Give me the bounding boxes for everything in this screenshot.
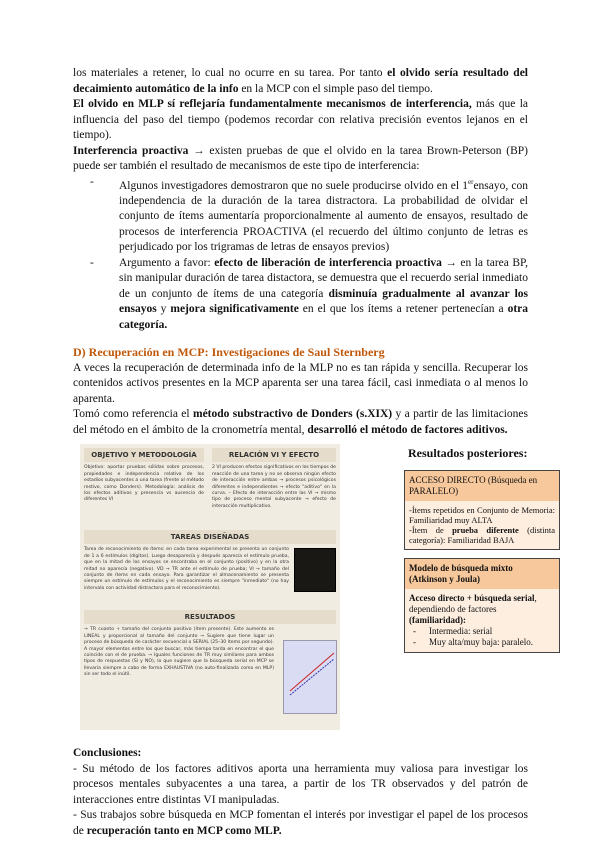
- section-text: Tarea de reconocimiento de ítems: en cada tarea experimental se presenta un conjunto de 1 a 6 estímulos (dígitos). Luego desaparecía y después aparecía el estímulo prueba, que en la mitad de los ensayos se encontraba en el conjunto (positivo) y en la otra mitad no aparecía (negativo). VD → TR ante el estímulo de prueba; VI → tamaño del conjunto de ítems en cada ensayo. Para garantizar el almacenamiento se presenta siempre un estímulo de estímulos y el reconocimiento es siempre "inmediato" (no hay intervalo con actividad distractora para el reconocimiento).: [84, 547, 289, 591]
- list-item: [409, 626, 555, 637]
- results-title: Resultados posteriores:: [408, 446, 528, 461]
- later-results-column: [404, 446, 560, 653]
- direct-access-box: [404, 470, 560, 550]
- sternberg-infographic: [80, 444, 340, 730]
- conclusion-item: [73, 808, 528, 839]
- paragraph-donders: [73, 407, 528, 438]
- superscript: er: [467, 177, 474, 186]
- bold-text: otra categoría.: [119, 303, 529, 331]
- box-title: Modelo de búsqueda mixto: [409, 562, 513, 573]
- text: - Sus trabajos sobre búsqueda en MCP fomentan el interés por investigar el papel de los procesos de: [73, 809, 528, 837]
- bullet-item: [73, 256, 528, 334]
- box-subtitle: (Atkinson y Joula): [409, 573, 481, 584]
- text: -Ítem de: [409, 524, 453, 535]
- bold-text: Interferencia proactiva: [73, 144, 189, 157]
- box-header: [405, 559, 559, 589]
- text: ensayo, con independencia de la duración de la tarea distractora. La probabilidad de olvidar el conjunto de ítems aumentaría proporcionalmente al aumento de ensayos, resultado de procesos de interferencia PROACTIVA (el recuerdo del último conjunto de letras es perjudicado por los trigramas de letras de ensayos previos): [119, 179, 529, 254]
- bold-text: Acceso directo + búsqueda serial: [409, 592, 535, 603]
- paragraph-proactive: [73, 144, 528, 175]
- objective-section: [84, 448, 204, 503]
- bold-text: desarrolló el método de factores aditivos.: [307, 423, 508, 436]
- text: y: [156, 303, 171, 316]
- text: , dependiendo de factores: [409, 592, 537, 614]
- section-title: TAREAS DISEÑADAS: [84, 530, 336, 544]
- section-title: RELACIÓN VI Y EFECTO: [212, 448, 336, 462]
- conclusions-title: Conclusiones:: [73, 747, 142, 760]
- mixed-search-box: [404, 558, 560, 653]
- document-body: [73, 66, 555, 839]
- bold-text: efecto de liberación de interferencia proactiva: [214, 256, 442, 269]
- text: Algunos investigadores demostraron que no suele producirse olvido en el 1: [119, 179, 468, 192]
- bold-text: prueba diferente: [452, 524, 519, 535]
- text: Muy alta/muy baja: paralelo.: [429, 636, 533, 647]
- section-text: 2 VI producen efectos significativos en los tiempos de reacción de una tarea y no se observa ningún efecto de interacción entre ambas → procesos psicológicos diferentes e independientes → efecto "aditivo" en la curva. – Efecto de interacción entre las VI → mismo tipo de proceso mental subyacente → efecto de interacción multiplicativo.: [212, 465, 336, 509]
- section-title: RESULTADOS: [84, 610, 336, 624]
- bold-text: método substractivo de Donders (s.XIX): [193, 408, 393, 421]
- bold-text: recuperación tanto en MCP como MLP.: [86, 824, 282, 837]
- conclusion-item: - Su método de los factores aditivos aporta una herramienta muy valiosa para investigar los procesos mentales subyacentes a una tarea, a partir de los TR observados y del patrón de interacciones entre distintas VI manipuladas.: [73, 762, 528, 806]
- figure-row: [73, 444, 555, 732]
- section-title: OBJETIVO Y METODOLOGÍA: [84, 448, 204, 462]
- conclusions: [73, 746, 528, 839]
- text: en el que los ítems a retener pertenecían a: [298, 303, 508, 316]
- section-text: Objetivo: aportar pruebas sólidas sobre procesos, propiedades e independencia relativa de los estadios subyacentes a una tarea (frente al método restivo, como Donders). Metodología: análisis de los efectos aditivos y presencia vs ausencia de diferentes VI: [84, 465, 204, 503]
- text: Argumento a favor:: [119, 256, 215, 269]
- text: en la MCP con el simple paso del tiempo.: [238, 82, 433, 95]
- text: (distinta categoría): Familiaridad BAJA: [409, 524, 555, 545]
- bold-text: disminuía gradualmente al avanzar los ensayos: [119, 287, 528, 316]
- box-line: -Ítems repetidos en Conjunto de Memoria: Familiaridad muy ALTA: [409, 504, 555, 525]
- box-body: [405, 589, 559, 652]
- text: los materiales a retener, lo cual no ocurre en su tarea. Por tanto: [73, 67, 388, 79]
- bullet-dash: -: [413, 625, 416, 636]
- paragraph-decay: [73, 66, 528, 97]
- bullet-dash: -: [90, 256, 94, 269]
- section-text: → TR cuanto + tamaño del conjunto positivo (ítem presente). Este aumento es LINEAL y proporcional al tamaño del conjunto → Sugiere que tiene lugar un proceso de búsqueda de carácter secuencial o SERIAL (25–30 ítems por segundo). A mayor elementos entre los que buscar, más tiempo tarda en encontrar el que coincide con el de prueba. → Iguales funciones de TR muy similares para ambos tipos de respuestas (Sí y NO), lo que sugiere que la búsqueda serial en MCP se llevaría siempre a cabo de forma EXHAUSTIVA (no auto-finalizada como en MLP) sin ser todo el inútil.: [84, 627, 274, 678]
- section-heading: D) Recuperación en MCP: Investigaciones de Saul Sternberg: [73, 345, 385, 360]
- text: Intermedia: serial: [429, 625, 493, 636]
- bold-text: (familiaridad):: [409, 614, 466, 625]
- text: más que la influencia del paso del tiempo (podemos recordar con relativa precisión eventos lejanos en el tiempo).: [73, 98, 528, 141]
- paragraph-mlp: [73, 97, 528, 144]
- results-plot-image: [283, 640, 337, 714]
- box-header: ACCESO DIRECTO (Búsqueda en PARALELO): [405, 471, 559, 501]
- text: y a partir de las limitaciones del método en el ámbito de la cronometría mental,: [73, 408, 528, 436]
- box-line: [409, 525, 555, 545]
- relation-section: [212, 448, 336, 510]
- text: → existen pruebas de que el olvido en la tarea Brown-Peterson (BP) puede ser también el resultado de mecanismos de este tipo de interferencia:: [73, 144, 528, 172]
- bullet-item: [73, 175, 528, 256]
- bold-text: mejora significativamente: [170, 303, 299, 316]
- box-body: [405, 501, 559, 549]
- list-item: [409, 637, 555, 648]
- bullet-dash: -: [413, 636, 416, 647]
- box-line: [409, 593, 555, 626]
- text: → en la tarea BP, sin manipular duración de tarea distactora, se demuestra que el recuerdo serial inmediato de un conjunto de ítems de una categoría: [119, 256, 528, 300]
- results-line-graphic: [284, 641, 338, 715]
- bullet-dash: -: [90, 175, 94, 188]
- text: Tomó como referencia el: [73, 408, 193, 421]
- bold-text: el olvido sería resultado del decaimiento automático de la info: [73, 67, 528, 95]
- bold-text: El olvido en MLP sí reflejaría fundamentalmente mecanismos de interferencia,: [73, 98, 472, 110]
- task-diagram-image: [294, 548, 336, 592]
- paragraph-intro: A veces la recuperación de determinada info de la MLP no es tan rápida y sencilla. Recuperar los contenidos activos presentes en la MCP aparenta ser una tarea fácil, casi inmediata o al menos lo aparenta.: [73, 361, 528, 405]
